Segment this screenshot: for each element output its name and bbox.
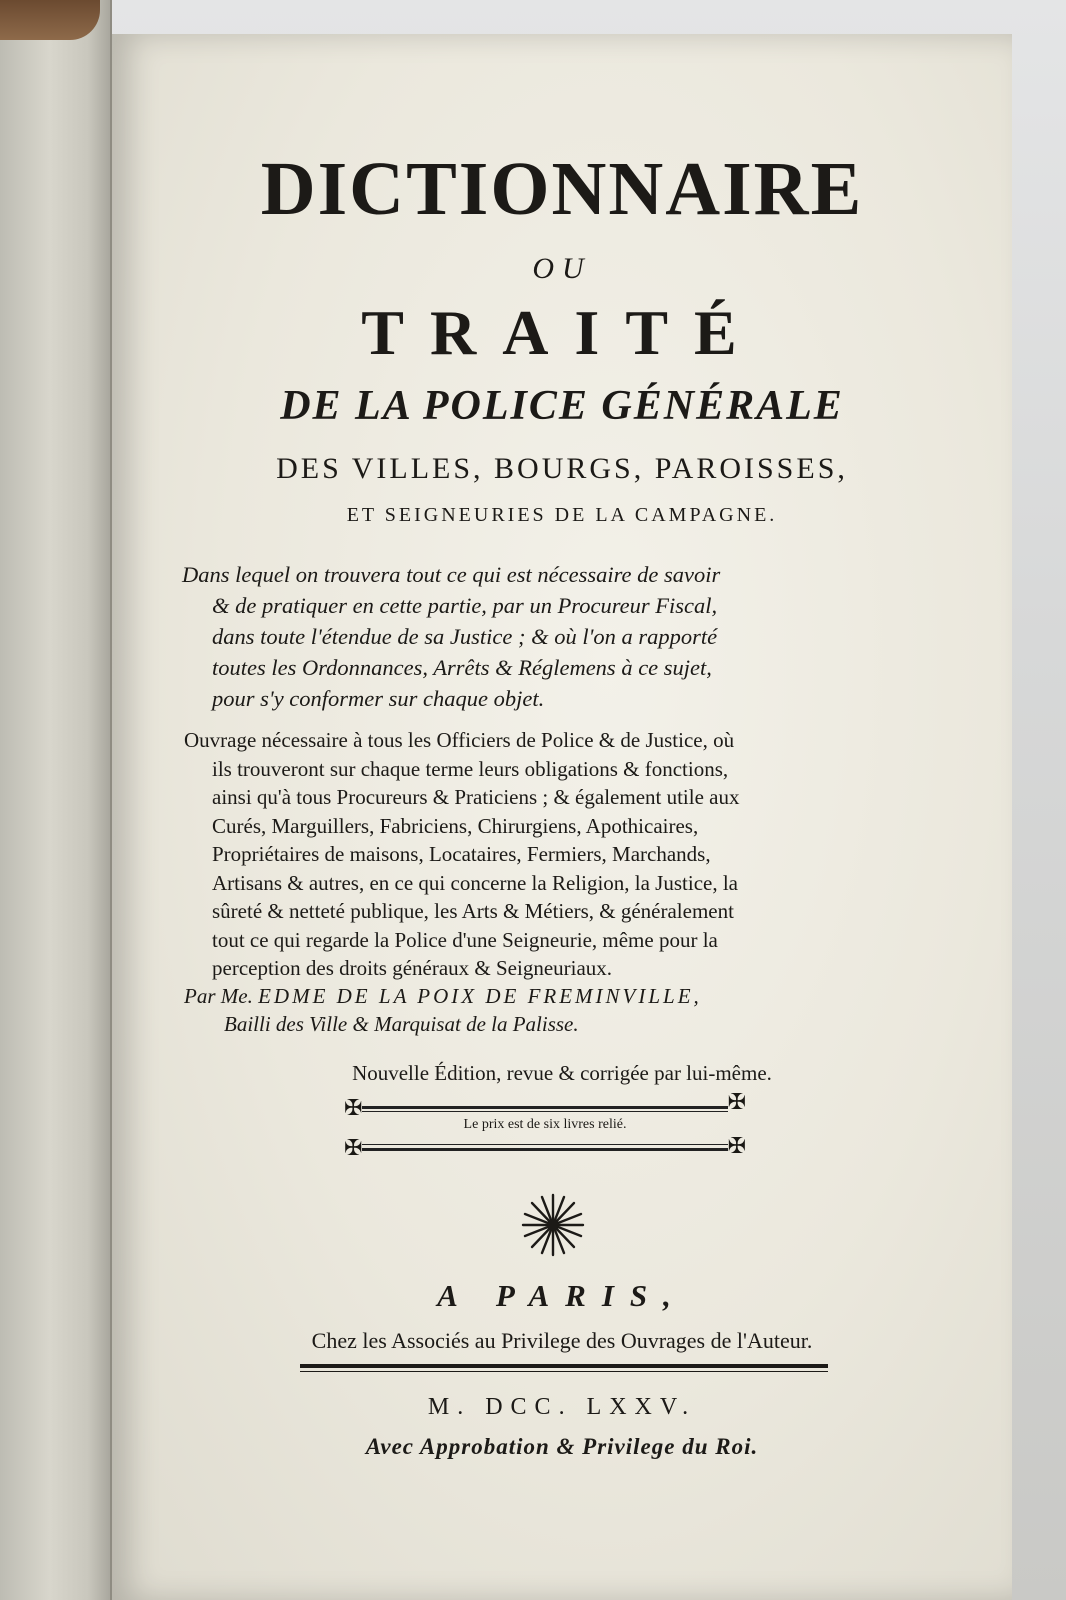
italic-description-line: toutes les Ordonnances, Arrêts & Réglemens à ce sujet, (212, 655, 712, 680)
roman-description-line: Propriétaires de maisons, Locataires, Fermiers, Marchands, (212, 842, 711, 866)
fleuron-icon: ✠ (727, 1090, 746, 1115)
price-note: Le prix est de six livres relié. (463, 1117, 627, 1132)
roman-description-line: ainsi qu'à tous Procureurs & Praticiens ; & également utile aux (212, 785, 740, 809)
author-name: EDME DE LA POIX DE FREMINVILLE, (258, 984, 702, 1008)
fleuron-icon: ✠ (344, 1136, 363, 1161)
roman-description-line: sûreté & netteté publique, les Arts & Métiers, & généralement (212, 899, 734, 923)
price-rule-bottom (362, 1148, 728, 1151)
roman-description (184, 726, 964, 983)
subtitle-line-3: DES VILLES, BOURGS, PAROISSES, (276, 452, 848, 485)
title-conjunction: OU (532, 252, 592, 285)
fleuron-icon: ✠ (727, 1134, 746, 1159)
fleuron-icon: ✠ (344, 1096, 363, 1121)
publisher-line: Chez les Associés au Privilege des Ouvrages de l'Auteur. (311, 1328, 813, 1353)
edition-note: Nouvelle Édition, revue & corrigée par lui-même. (352, 1061, 772, 1085)
italic-description-line: pour s'y conformer sur chaque objet. (212, 686, 545, 711)
sunburst-ornament-icon (520, 1192, 586, 1258)
publication-date: M. DCC. LXXV. (427, 1394, 697, 1420)
author-line (184, 982, 974, 1010)
price-box (344, 1090, 746, 1161)
subtitle-line-2: DE LA POLICE GÉNÉRALE (280, 383, 844, 429)
imprint-rule-thin (300, 1371, 828, 1372)
italic-description (182, 559, 962, 714)
italic-description-line: dans toute l'étendue de sa Justice ; & où l'on a rapporté (212, 624, 718, 649)
leather-binding-corner (0, 0, 100, 40)
price-rule-top (362, 1106, 728, 1109)
author-title: Bailli des Ville & Marquisat de la Palisse. (224, 1012, 579, 1036)
roman-description-line: perception des droits généraux & Seigneuriaux. (212, 956, 613, 980)
subtitle-line-4: ET SEIGNEURIES DE LA CAMPAGNE. (346, 504, 778, 526)
roman-description-line: ils trouveront sur chaque terme leurs obligations & fonctions, (212, 756, 729, 781)
roman-description-line: tout ce qui regarde la Police d'une Seigneurie, même pour la (212, 927, 718, 952)
book-subtitle: TRAITÉ (361, 297, 763, 368)
italic-description-line: & de pratiquer en cette partie, par un Procureur Fiscal, (212, 593, 718, 618)
place-of-publication: A PARIS, (437, 1278, 687, 1313)
imprint-rule (300, 1364, 828, 1368)
book-cover-edge (0, 0, 112, 1600)
book-title: DICTIONNAIRE (260, 147, 864, 231)
italic-description-line: Dans lequel on trouvera tout ce qui est nécessaire de savoir (182, 562, 721, 587)
approbation-line: Avec Approbation & Privilege du Roi. (365, 1434, 759, 1459)
title-page (112, 34, 1012, 1600)
roman-description-line: Curés, Marguillers, Fabriciens, Chirurgiens, Apothicaires, (212, 813, 699, 838)
author-prefix: Par Me. (184, 984, 259, 1008)
roman-description-line: Artisans & autres, en ce qui concerne la Religion, la Justice, la (212, 870, 738, 895)
roman-description-line: Ouvrage nécessaire à tous les Officiers de Police & de Justice, où (184, 728, 735, 752)
price-rule-top-thin (362, 1111, 728, 1112)
author-block (184, 982, 974, 1038)
price-rule-bottom-thin (362, 1144, 728, 1145)
